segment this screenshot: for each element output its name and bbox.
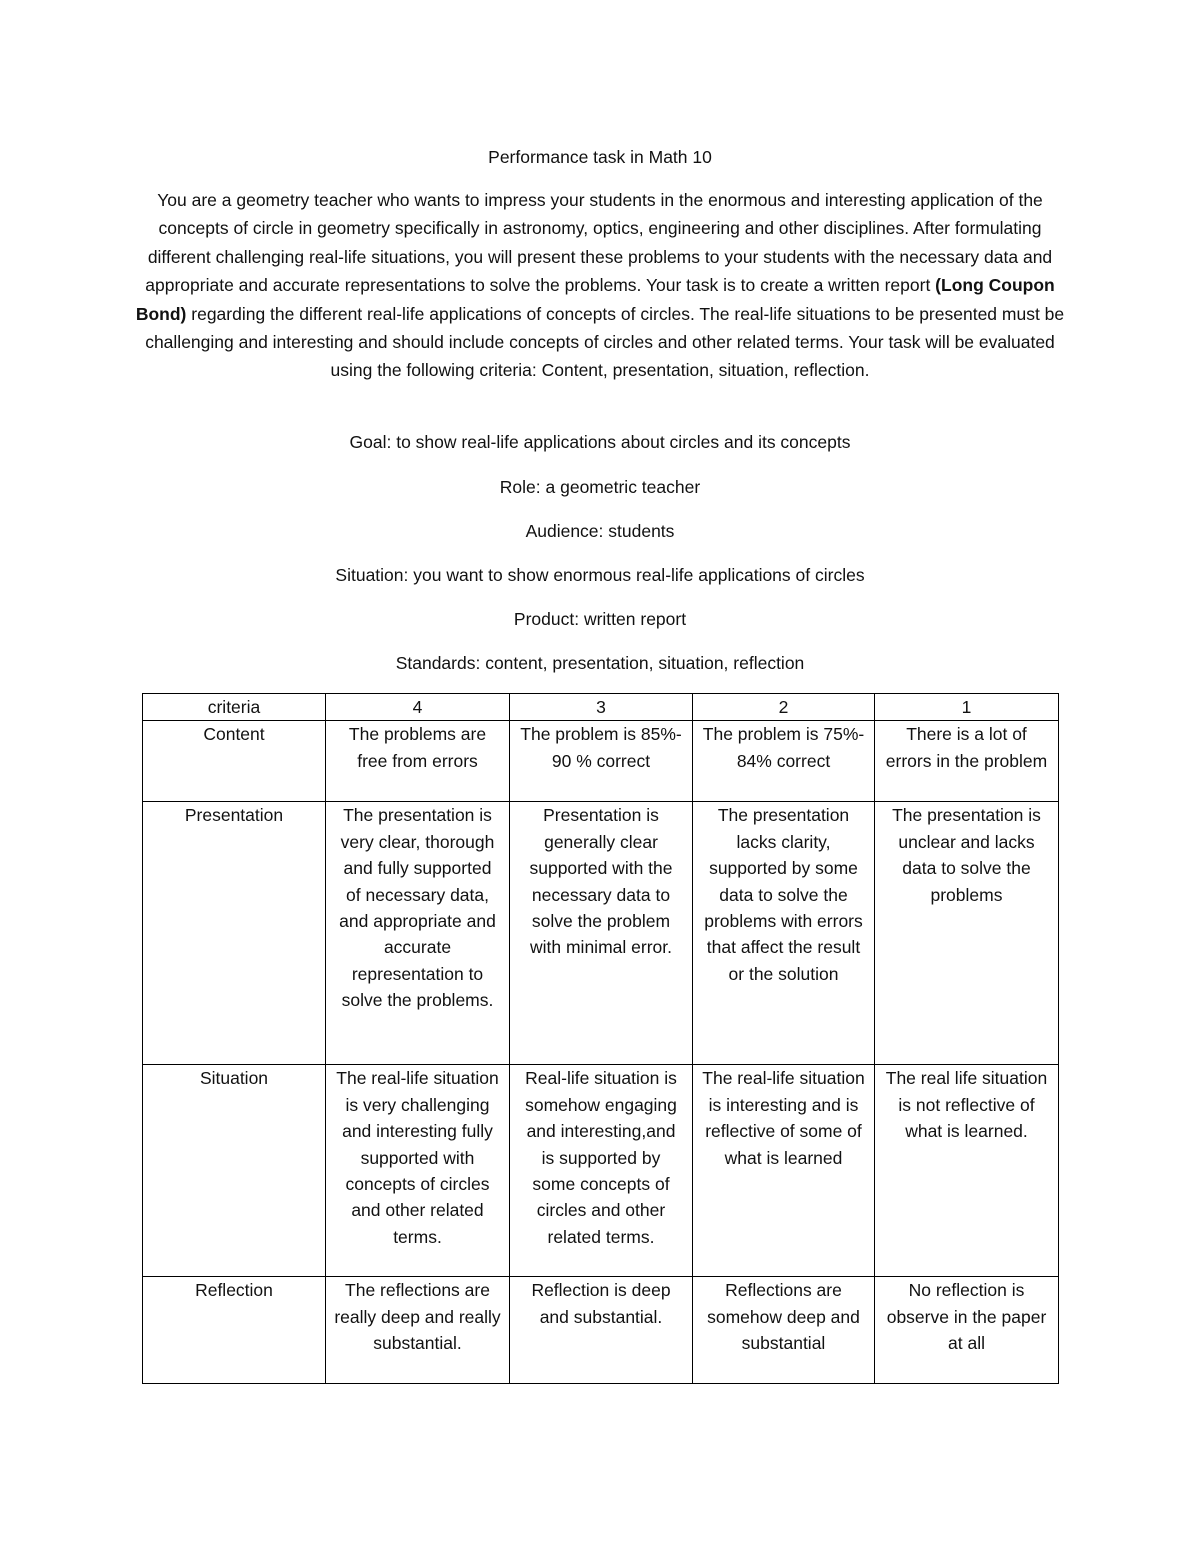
reflection-score-4: The reflections are really deep and really substantial. (326, 1277, 510, 1384)
header-score-1: 1 (875, 694, 1059, 721)
task-description (130, 186, 1070, 385)
situation-score-4: The real-life situation is very challenging and interesting fully supported with concepts of circles and other related terms. (326, 1065, 510, 1277)
criterion-situation: Situation (143, 1065, 326, 1277)
task-description-bold: (Long Coupon Bond) (135, 275, 1055, 324)
rubric-row-reflection (143, 1277, 1059, 1384)
rubric-header-row (143, 694, 1059, 721)
task-description-part-1: You are a geometry teacher who wants to impress your students in the enormous and interesting application of the concepts of circle in geometry specifically in astronomy, optics, engineering and other disciplines. After formulating different challenging real-life situations, you will present these problems to your students with the necessary data and appropriate and accurate representations to solve the problems. Your task is to create a written report (145, 190, 1053, 296)
header-score-2: 2 (693, 694, 875, 721)
product-line: Product: written report (513, 609, 687, 629)
reflection-score-2: Reflections are somehow deep and substantial (693, 1277, 875, 1384)
rubric-row-content (143, 721, 1059, 802)
criterion-presentation: Presentation (143, 802, 326, 1065)
content-score-2: The problem is 75%- 84% correct (693, 721, 875, 802)
presentation-score-4: The presentation is very clear, thorough and fully supported of necessary data, and appropriate and accurate representation to solve the problems. (326, 802, 510, 1065)
criterion-content: Content (143, 721, 326, 802)
situation-line: Situation: you want to show enormous real-life applications of circles (335, 565, 865, 585)
rubric-row-situation (143, 1065, 1059, 1277)
audience-line: Audience: students (525, 521, 675, 541)
header-criteria: criteria (143, 694, 326, 721)
criterion-reflection: Reflection (143, 1277, 326, 1384)
content-score-4: The problems are free from errors (326, 721, 510, 802)
header-score-4: 4 (326, 694, 510, 721)
rubric-row-presentation (143, 802, 1059, 1065)
role-line: Role: a geometric teacher (499, 477, 701, 497)
content-score-1: There is a lot of errors in the problem (875, 721, 1059, 802)
rubric-table (142, 693, 1059, 1384)
situation-score-3: Real-life situation is somehow engaging and interesting,and is supported by some concepts of circles and other related terms. (510, 1065, 693, 1277)
situation-score-1: The real life situation is not reflective of what is learned. (875, 1065, 1059, 1277)
standards-line: Standards: content, presentation, situation, reflection (395, 653, 805, 673)
document-title: Performance task in Math 10 (488, 147, 712, 167)
header-score-3: 3 (510, 694, 693, 721)
presentation-score-3: Presentation is generally clear supported with the necessary data to solve the problem with minimal error. (510, 802, 693, 1065)
presentation-score-2: The presentation lacks clarity, supported by some data to solve the problems with errors that affect the result or the solution (693, 802, 875, 1065)
presentation-score-1: The presentation is unclear and lacks data to solve the problems (875, 802, 1059, 1065)
content-score-3: The problem is 85%- 90 % correct (510, 721, 693, 802)
task-description-part-2: regarding the different real-life applications of concepts of circles. The real-life situations to be presented must be challenging and interesting and should include concepts of circles and other related terms. Your task will be evaluated using the following criteria: Content, presentation, situation, reflection. (145, 303, 1065, 381)
reflection-score-1: No reflection is observe in the paper at all (875, 1277, 1059, 1384)
goal-line: Goal: to show real-life applications about circles and its concepts (349, 432, 851, 452)
reflection-score-3: Reflection is deep and substantial. (510, 1277, 693, 1384)
situation-score-2: The real-life situation is interesting and is reflective of some of what is learned (693, 1065, 875, 1277)
